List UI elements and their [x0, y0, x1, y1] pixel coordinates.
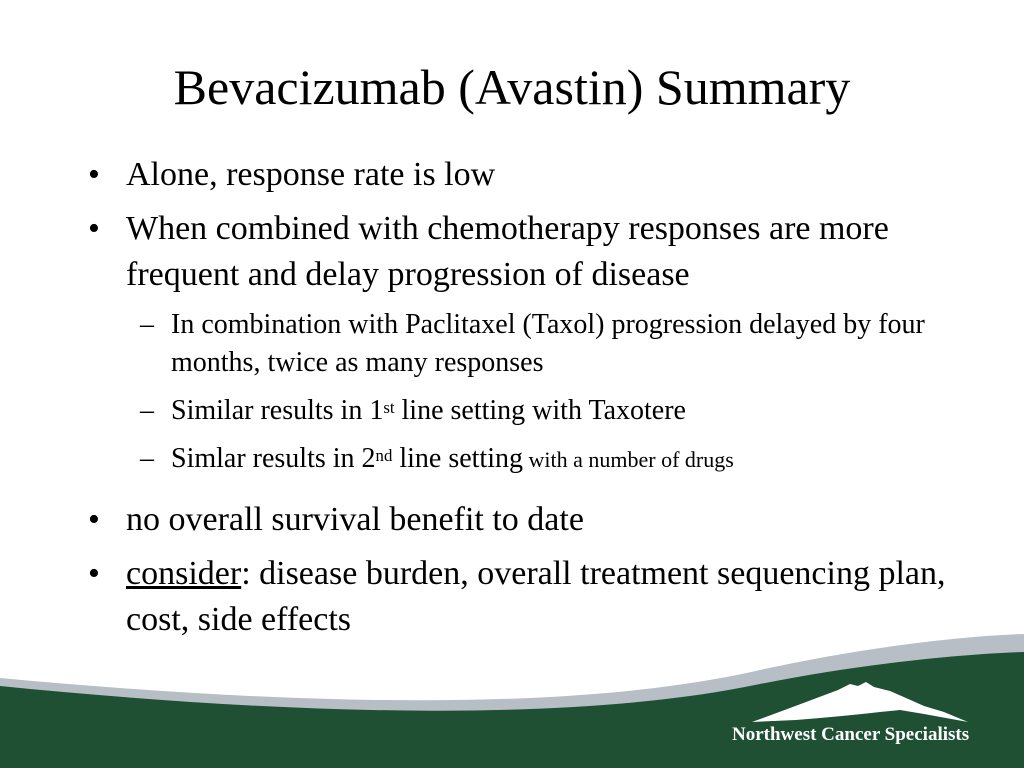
bullet-marker: • — [88, 210, 100, 247]
dash-marker: – — [140, 443, 154, 474]
bullet-marker: • — [88, 156, 100, 193]
footer-graphic — [0, 630, 1024, 768]
sub-bullet-item — [84, 440, 964, 479]
sub-bullet-text-small: with a number of drugs — [522, 447, 734, 472]
sub-bullet-text-pre: Simlar results in 2 — [171, 443, 376, 474]
footer-band — [0, 630, 1024, 768]
ordinal-superscript: nd — [375, 446, 393, 466]
sub-bullet-text-post: line setting with Taxotere — [394, 395, 686, 426]
slide-content — [84, 152, 964, 651]
bullet-item — [84, 206, 964, 298]
underlined-word: consider — [126, 555, 242, 592]
bullet-item — [84, 497, 964, 543]
bullet-item — [84, 152, 964, 198]
bullet-text: When combined with chemotherapy responses are more frequent and delay progression of disease — [126, 210, 889, 293]
bullet-marker: • — [88, 555, 100, 592]
bullet-text: Alone, response rate is low — [126, 156, 496, 193]
sub-bullet-text: In combination with Paclitaxel (Taxol) progression delayed by four months, twice as many responses — [171, 309, 925, 378]
dash-marker: – — [140, 309, 154, 340]
bullet-text: : disease burden, overall treatment sequencing plan, cost, side effects — [126, 555, 946, 638]
sub-bullet-item — [84, 306, 964, 382]
bullet-text: no overall survival benefit to date — [126, 501, 584, 538]
sub-bullet-item — [84, 392, 964, 430]
company-logo-text: Northwest Cancer Specialists — [732, 724, 970, 745]
dash-marker: – — [140, 395, 154, 426]
ordinal-superscript: st — [383, 398, 395, 418]
bullet-marker: • — [88, 501, 100, 538]
sub-bullet-text-post: line setting — [392, 443, 523, 474]
sub-bullet-text-pre: Similar results in 1 — [171, 395, 384, 426]
slide-title: Bevacizumab (Avastin) Summary — [173, 59, 851, 115]
